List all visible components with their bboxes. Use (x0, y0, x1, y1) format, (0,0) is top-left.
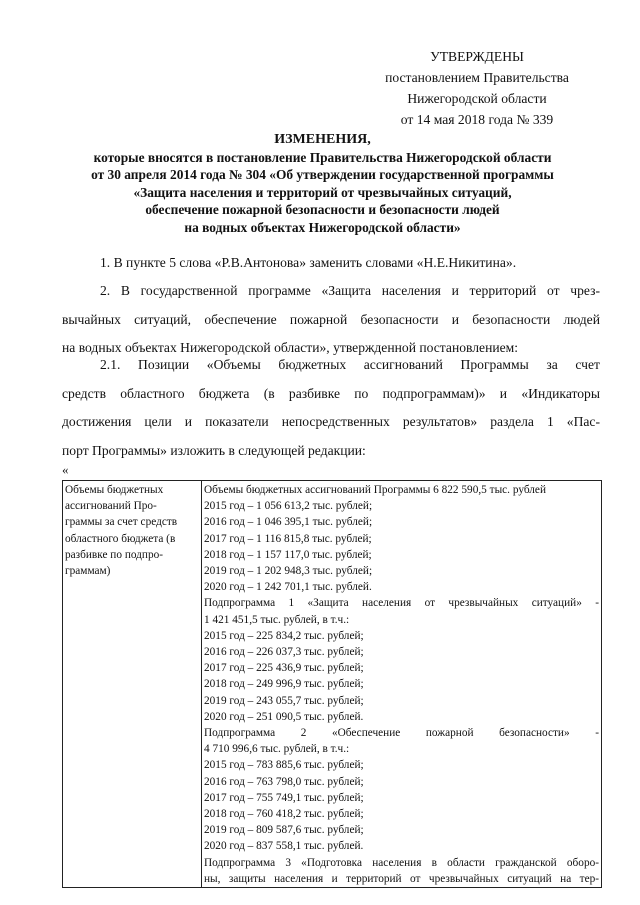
value-line: 2017 год – 755 749,1 тыс. рублей; (204, 791, 364, 804)
approval-date: от 14 мая 2018 года № 339 (400, 112, 554, 127)
value-line: 2015 год – 225 834,2 тыс. рублей; (204, 629, 364, 642)
value-line: 2020 год – 251 090,5 тыс. рублей. (204, 710, 364, 723)
value-line: 2015 год – 783 885,6 тыс. рублей; (204, 759, 364, 772)
approval-line: постановлением Правительства (385, 70, 569, 85)
paragraph-line: достижения цели и показатели непосредственных результатов» раздела 1 «Пас- (62, 414, 600, 429)
title-line: которые вносятся в постановление Правительства Нижегородской области (93, 149, 552, 165)
value-line: 2017 год – 1 116 815,8 тыс. рублей; (204, 532, 372, 545)
title-line: от 30 апреля 2014 года № 304 «Об утверждении государственной программы (91, 167, 554, 183)
paragraph-3 (62, 351, 600, 465)
paragraph-line: на водных объектах Нижегородской области», утвержденной постановлением: (62, 340, 519, 355)
table-cell-values (202, 481, 602, 888)
value-line: 2015 год – 1 056 613,2 тыс. рублей; (204, 500, 373, 513)
approval-line: Нижегородской области (407, 91, 547, 106)
label-line: граммам) (65, 565, 111, 578)
value-line: 2019 год – 243 055,7 тыс. рублей; (204, 694, 364, 707)
value-line: 2016 год – 226 037,3 тыс. рублей; (204, 646, 364, 659)
title-line: обеспечение пожарной безопасности и безопасности людей (145, 202, 500, 218)
approval-heading: УТВЕРЖДЕНЫ (430, 49, 524, 64)
value-line: ны, защиты населения и территорий от чрезвычайных ситуаций на тер- (204, 872, 599, 885)
value-line: Объемы бюджетных ассигнований Программы 6 822 590,5 тыс. рублей (204, 484, 546, 496)
paragraph-line: 1. В пункте 5 слова «Р.В.Антонова» заменить словами «Н.Е.Никитина». (100, 255, 517, 270)
value-line: 2020 год – 837 558,1 тыс. рублей. (204, 840, 364, 853)
opening-quote: « (62, 462, 69, 477)
value-line: 2016 год – 1 046 395,1 тыс. рублей; (204, 516, 373, 529)
label-line: областного бюджета (в (65, 532, 176, 545)
value-line: 2018 год – 1 157 117,0 тыс. рублей; (204, 548, 372, 561)
label-line: разбивке по подпро- (65, 548, 164, 561)
paragraph-line: 2. В государственной программе «Защита населения и территорий от чрез- (100, 283, 600, 298)
value-line: 2018 год – 249 996,9 тыс. рублей; (204, 678, 364, 691)
value-line: 1 421 451,5 тыс. рублей, в т.ч.: (204, 613, 350, 626)
title-line: «Защита населения и территорий от чрезвычайных ситуаций, (133, 184, 512, 200)
value-line: 2019 год – 809 587,6 тыс. рублей; (204, 824, 364, 837)
value-line: Подпрограмма 1 «Защита населения от чрезвычайных ситуаций» - (204, 597, 599, 610)
value-line: Подпрограмма 3 «Подготовка населения в области гражданской оборо- (204, 856, 599, 869)
paragraph-1 (62, 249, 600, 278)
passport-table (62, 480, 602, 888)
paragraph-line: средств областного бюджета (в разбивке по подпрограммам)» и «Индикаторы (62, 385, 600, 401)
label-line: Объемы бюджетных (65, 484, 164, 496)
approval-block (352, 46, 602, 130)
table-cell-label (63, 481, 202, 888)
document-title (40, 131, 605, 237)
paragraph-line: 2.1. Позиции «Объемы бюджетных ассигнований Программы за счет (100, 357, 600, 372)
label-line: ассигнований Про- (65, 500, 157, 513)
value-line: 2019 год – 1 202 948,3 тыс. рублей; (204, 565, 373, 578)
title-main: ИЗМЕНЕНИЯ, (274, 132, 371, 147)
table-row (63, 481, 602, 888)
value-line: Подпрограмма 2 «Обеспечение пожарной безопасности» - (204, 727, 599, 740)
title-line: на водных объектах Нижегородской области» (184, 219, 461, 235)
paragraph-2 (62, 277, 600, 363)
value-line: 4 710 996,6 тыс. рублей, в т.ч.: (204, 743, 350, 756)
value-line: 2018 год – 760 418,2 тыс. рублей; (204, 808, 364, 821)
paragraph-line: порт Программы» изложить в следующей редакции: (62, 442, 366, 458)
value-line: 2016 год – 763 798,0 тыс. рублей; (204, 775, 364, 788)
paragraph-line: вычайных ситуаций, обеспечение пожарной безопасности и безопасности людей (62, 311, 600, 327)
value-line: 2020 год – 1 242 701,1 тыс. рублей. (204, 581, 372, 594)
label-line: граммы за счет средств (65, 516, 178, 529)
value-line: 2017 год – 225 436,9 тыс. рублей; (204, 662, 364, 675)
